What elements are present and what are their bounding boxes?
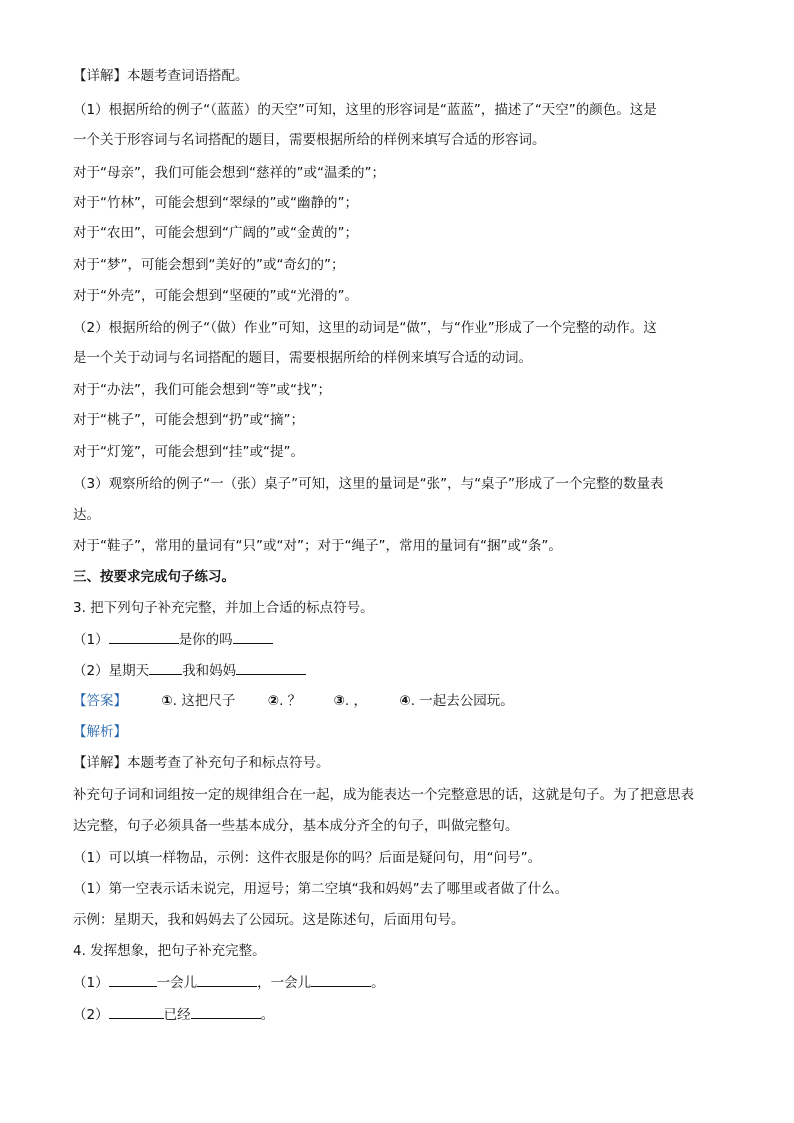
- paragraph-line: 一个关于形容词与名词搭配的题目，需要根据所给的样例来填写合适的形容词。: [73, 132, 546, 148]
- option-number: ②: [267, 693, 280, 709]
- paragraph-line: （1）可以填一样物品，示例：这件衣服是你的吗？后面是疑问句，用“问号”。: [73, 850, 542, 866]
- paragraph-line: 对于“外壳”，可能会想到“坚硬的”或“光滑的”。: [73, 288, 358, 304]
- analysis-label: 【解析】: [73, 724, 127, 740]
- paragraph-line: 对于“办法”，我们可能会想到“等”或“找”；: [73, 382, 331, 398]
- answer-option-2: [268, 691, 302, 711]
- paragraph-line: （3）观察所给的例子“一（张）桌子”可知，这里的量词是“张”，与“桌子”形成了一个完整的数量表: [73, 476, 664, 492]
- item-text: 。: [260, 1007, 275, 1023]
- fill-blank: [149, 660, 182, 675]
- option-text: . ？: [279, 693, 302, 709]
- item-prefix: （1）: [73, 632, 109, 648]
- question-4-item-2: [73, 1004, 754, 1025]
- item-prefix: （2）星期天: [73, 663, 150, 679]
- fill-blank: [109, 629, 179, 644]
- paragraph-line: 对于“梦”，可能会想到“美好的”或“奇幻的”；: [73, 257, 345, 273]
- paragraph-line: （1）根据所给的例子“（蓝蓝）的天空”可知，这里的形容词是“蓝蓝”，描述了“天空”的颜色。这是: [73, 102, 657, 118]
- detail-heading: 【详解】本题考查词语搭配。: [73, 68, 249, 84]
- paragraph-line: 补充句子词和词组按一定的规律组合在一起，成为能表达一个完整意思的话，这就是句子。为了把意思表: [73, 787, 694, 803]
- section-heading: 三、按要求完成句子练习。: [73, 569, 235, 585]
- question-3-item-2: [73, 660, 754, 681]
- question-4: 4. 发挥想象，把句子补充完整。: [73, 943, 266, 959]
- paragraph-line: 示例：星期天，我和妈妈去了公园玩。这是陈述句，后面用句号。: [73, 912, 465, 928]
- item-prefix: （2）: [73, 1007, 109, 1023]
- item-text: ，一会儿: [257, 975, 312, 991]
- item-text: 我和妈妈: [182, 663, 237, 679]
- paragraph-line: 达。: [73, 507, 100, 523]
- answer-option-4: [399, 691, 514, 711]
- fill-blank: [109, 972, 157, 987]
- option-number: ①: [161, 693, 173, 709]
- question-4-item-1: [73, 972, 754, 993]
- option-text: . ，: [344, 693, 367, 709]
- question-3-item-1: [73, 629, 754, 650]
- detail-heading: 【详解】本题考查了补充句子和标点符号。: [73, 755, 330, 771]
- paragraph-line: （2）根据所给的例子“（做）作业”可知，这里的动词是“做”，与“作业”形成了一个完整的动作。这: [73, 320, 657, 336]
- item-text: 。: [371, 975, 385, 991]
- option-text: . 一起去公园玩。: [410, 693, 514, 709]
- paragraph-line: 是一个关于动词与名词搭配的题目，需要根据所给的样例来填写合适的动词。: [73, 350, 532, 366]
- paragraph-line: 对于“鞋子”，常用的量词有“只”或“对”；对于“绳子”，常用的量词有“捆”或“条”。: [73, 538, 562, 554]
- paragraph-line: 达完整，句子必须具备一些基本成分，基本成分齐全的句子，叫做完整句。: [73, 818, 519, 834]
- paragraph-line: 对于“灯笼”，可能会想到“挂”或“提”。: [73, 444, 304, 460]
- fill-blank: [197, 972, 257, 987]
- option-text: . 这把尺子: [172, 693, 236, 709]
- paragraph-line: 对于“母亲”，我们可能会想到“慈祥的”或“温柔的”；: [73, 165, 385, 181]
- fill-blank: [233, 629, 273, 644]
- fill-blank: [311, 972, 371, 987]
- item-text: 一会儿: [156, 975, 198, 991]
- fill-blank: [109, 1004, 164, 1019]
- item-prefix: （1）: [73, 975, 109, 991]
- paragraph-line: 对于“桃子”，可能会想到“扔”或“摘”；: [73, 412, 304, 428]
- paragraph-line: 对于“农田”，可能会想到“广阔的”或“金黄的”；: [73, 225, 358, 241]
- answer-option-1: [161, 691, 235, 711]
- question-3: 3. 把下列句子补充完整，并加上合适的标点符号。: [73, 600, 374, 616]
- answer-row: [73, 691, 754, 711]
- fill-blank: [191, 1004, 261, 1019]
- option-number: ④: [399, 693, 411, 709]
- option-number: ③: [333, 693, 345, 709]
- item-text: 是你的吗: [178, 632, 233, 648]
- paragraph-line: （1）第一空表示话未说完，用逗号；第二空填“我和妈妈”去了哪里或者做了什么。: [73, 881, 569, 897]
- item-text: 已经: [163, 1007, 191, 1023]
- fill-blank: [236, 660, 306, 675]
- answer-label: 【答案】: [73, 693, 127, 709]
- paragraph-line: 对于“竹林”，可能会想到“翠绿的”或“幽静的”；: [73, 195, 358, 211]
- answer-option-3: [333, 691, 367, 711]
